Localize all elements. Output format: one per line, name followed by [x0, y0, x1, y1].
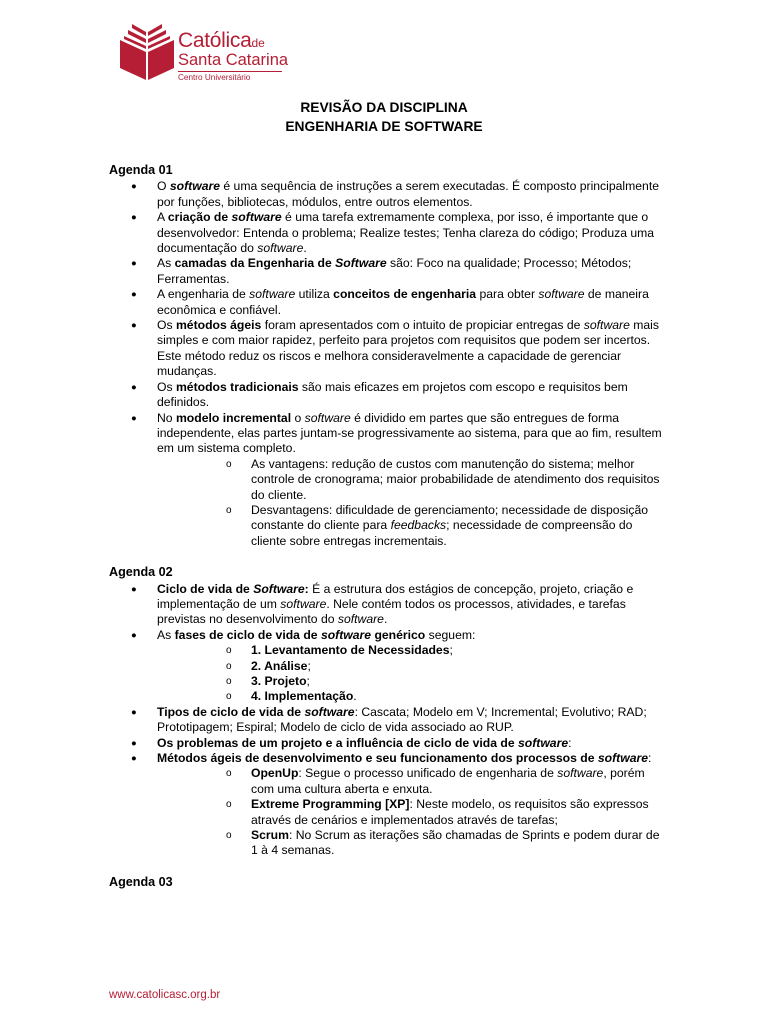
incremental-sublist: [157, 457, 669, 549]
logo-line2: Santa Catarina: [178, 51, 289, 69]
logo-name: Católica: [178, 29, 252, 52]
list-item: ● As camadas da Engenharia de Software são: Foco na qualidade; Processo; Métodos; Ferramentas.: [109, 256, 669, 287]
sub-list-item: o Extreme Programming [XP]: Neste modelo, os requisitos são expressos através de cenários e implementados através de tarefas;: [157, 797, 669, 828]
logo-text: [178, 30, 288, 82]
list-item: ● A criação de software é uma tarefa extremamente complexa, por isso, é importante que o desenvolvedor: Entenda o problema; Realize testes; Tenha clareza do código; Produza uma documentação do software.: [109, 210, 669, 256]
sub-list-item: o 2. Análise;: [157, 659, 669, 674]
list-item: ● Os métodos ágeis foram apresentados com o intuito de propiciar entregas de software mais simples e com maior rapidez, perfeito para projetos com requisitos que podem ser incertos. Este método reduz os riscos e melhora consideravelmente a capacidade de gerenciar mudanças.: [109, 318, 669, 380]
list-item: ● A engenharia de software utiliza conceitos de engenharia para obter software de maneira econômica e confiável.: [109, 287, 669, 318]
sub-list-item: o Desvantagens: dificuldade de gerenciamento; necessidade de disposição constante do cliente para feedbacks; necessidade de compreensão do cliente sobre entregas incrementais.: [157, 503, 669, 549]
agenda-01-heading: Agenda 01: [109, 163, 173, 177]
sub-list-item: o 3. Projeto;: [157, 674, 669, 689]
page-title-line2: ENGENHARIA DE SOFTWARE: [285, 119, 483, 134]
sub-list-item: o 1. Levantamento de Necessidades;: [157, 643, 669, 658]
logo-suffix: de: [251, 36, 265, 50]
agenda-02-list: [109, 582, 669, 859]
document-body: [109, 163, 669, 891]
agile-sublist: [157, 766, 669, 858]
list-item: ● As fases de ciclo de vida de software genérico seguem: o 1. Levantamento de Necessidades; o 2. Análise; o 3. Projeto; o 4. Implementação.: [109, 628, 669, 705]
list-item: ● Métodos ágeis de desenvolvimento e seu funcionamento dos processos de software: o OpenUp: Segue o processo unificado de engenharia de software, porém com uma cultura aberta e enxuta. o Extreme Programming [XP]: Neste modelo, os requisitos são expressos através de cenários e implementados através de tarefas; o Scrum: No Scrum as iterações são chamadas de Sprints e podem durar de 1 à 4 semanas.: [109, 751, 669, 859]
page-title-line1: REVISÃO DA DISCIPLINA: [300, 100, 468, 115]
footer-url-link[interactable]: www.catolicasc.org.br: [109, 989, 221, 1001]
list-item: ● Os métodos tradicionais são mais eficazes em projetos com escopo e requisitos bem definidos.: [109, 380, 669, 411]
list-item: ● No modelo incremental o software é dividido em partes que são entregues de forma independente, elas partes juntam-se progressivamente ao sistema, para que ao fim, resultem em um sistema completo. o As vantagens: redução de custos com manutenção do sistema; melhor controle de cronograma; maior probabilidade de atendimento dos requisitos do cliente. o Desvantagens: dificuldade de gerenciamento; necessidade de disposição constante do cliente para feedbacks; necessidade de compreensão do cliente sobre entregas incrementais.: [109, 411, 669, 550]
logo-line3: Centro Universitário: [178, 73, 251, 82]
sub-list-item: o As vantagens: redução de custos com manutenção do sistema; melhor controle de cronograma; maior probabilidade de atendimento dos requisitos do cliente.: [157, 457, 669, 503]
agenda-01-list: [109, 179, 669, 549]
list-item: ● Os problemas de um projeto e a influência de ciclo de vida de software:: [109, 736, 669, 751]
agenda-03-heading: Agenda 03: [109, 874, 173, 889]
sub-list-item: o 4. Implementação.: [157, 689, 669, 704]
sub-list-item: o OpenUp: Segue o processo unificado de engenharia de software, porém com uma cultura aberta e enxuta.: [157, 766, 669, 797]
list-item: ● Ciclo de vida de Software: É a estrutura dos estágios de concepção, projeto, criação e implementação de um software. Nele contém todos os processos, atividades, e tarefas previstas no desenvolvimento do software.: [109, 582, 669, 628]
phases-sublist: [157, 643, 669, 705]
list-item: ● O software é uma sequência de instruções a serem executadas. É composto principalmente por funções, bibliotecas, módulos, entre outros elementos.: [109, 179, 669, 210]
logo-divider: [178, 71, 282, 73]
sub-list-item: o Scrum: No Scrum as iterações são chamadas de Sprints e podem durar de 1 à 4 semanas.: [157, 828, 669, 859]
list-item: ● Tipos de ciclo de vida de software: Cascata; Modelo em V; Incremental; Evolutivo; RAD; Prototipagem; Espiral; Modelo de ciclo de vida associado ao RUP.: [109, 705, 669, 736]
agenda-02-heading: Agenda 02: [109, 565, 173, 580]
